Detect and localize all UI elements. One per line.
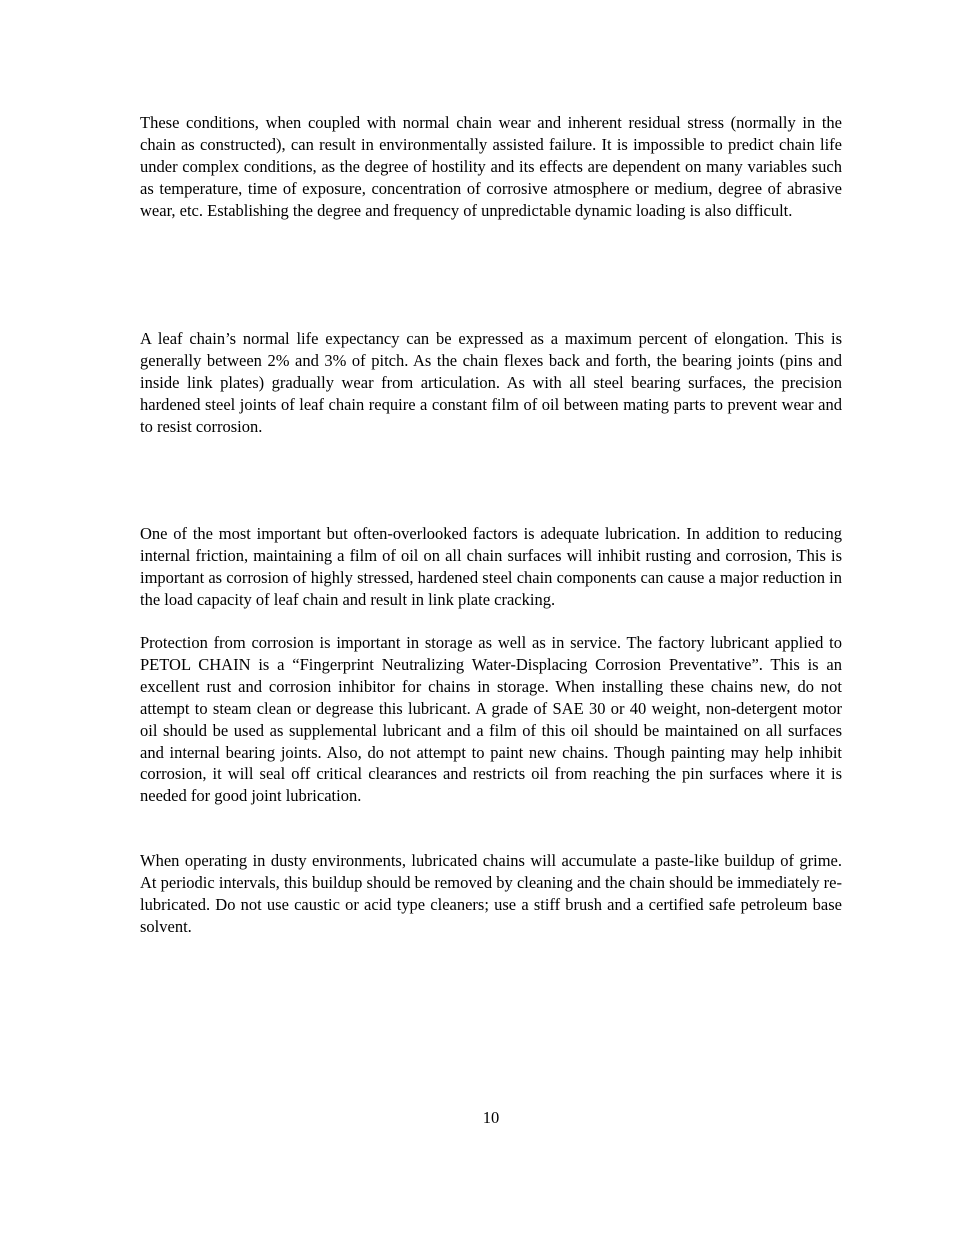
paragraph-life-expectancy: A leaf chain’s normal life expectancy can be expressed as a maximum percent of elongation. This is generally between 2% and 3% of pitch. As the chain flexes back and forth, the bearing joints (pins and inside link plates) gradually wear from articulation. As with all steel bearing surfaces, the precision hardened steel joints of leaf chain require a constant film of oil between mating parts to prevent wear and to resist corrosion. [140, 329, 842, 436]
page-number: 10 [482, 1108, 500, 1127]
paragraph-dusty-environments: When operating in dusty environments, lubricated chains will accumulate a paste-like buildup of grime. At periodic intervals, this buildup should be removed by cleaning and the chain should be immediately re-lubricated. Do not use caustic or acid type cleaners; use a stiff brush and a certified safe petroleum base solvent. [140, 851, 842, 936]
paragraph-environmental-failure: These conditions, when coupled with normal chain wear and inherent residual stress (normally in the chain as constructed), can result in environmentally assisted failure. It is impossible to predict chain life under complex conditions, as the degree of hostility and its effects are dependent on many variables such as temperature, time of exposure, concentration of corrosive atmosphere or medium, degree of abrasive wear, etc. Establishing the degree and frequency of unpredictable dynamic loading is also difficult. [140, 113, 842, 220]
paragraph-lubrication: One of the most important but often-overlooked factors is adequate lubrication. In addition to reducing internal friction, maintaining a film of oil on all chain surfaces will inhibit rusting and corrosion, This is important as corrosion of highly stressed, hardened steel chain components can cause a major reduction in the load capacity of leaf chain and result in link plate cracking. [140, 524, 842, 609]
paragraph-corrosion-protection: Protection from corrosion is important in storage as well as in service. The factory lubricant applied to PETOL CHAIN is a “Fingerprint Neutralizing Water-Displacing Corrosion Preventative”. This is an excellent rust and corrosion inhibitor for chains in storage. When installing these chains new, do not attempt to steam clean or degrease this lubricant. A grade of SAE 30 or 40 weight, non-detergent motor oil should be used as supplemental lubricant and a film of this oil should be maintained on all surfaces and internal bearing joints. Also, do not attempt to paint new chains. Though painting may help inhibit corrosion, it will seal off critical clearances and restricts oil from reaching the pin surfaces where it is needed for good joint lubrication. [140, 633, 842, 806]
